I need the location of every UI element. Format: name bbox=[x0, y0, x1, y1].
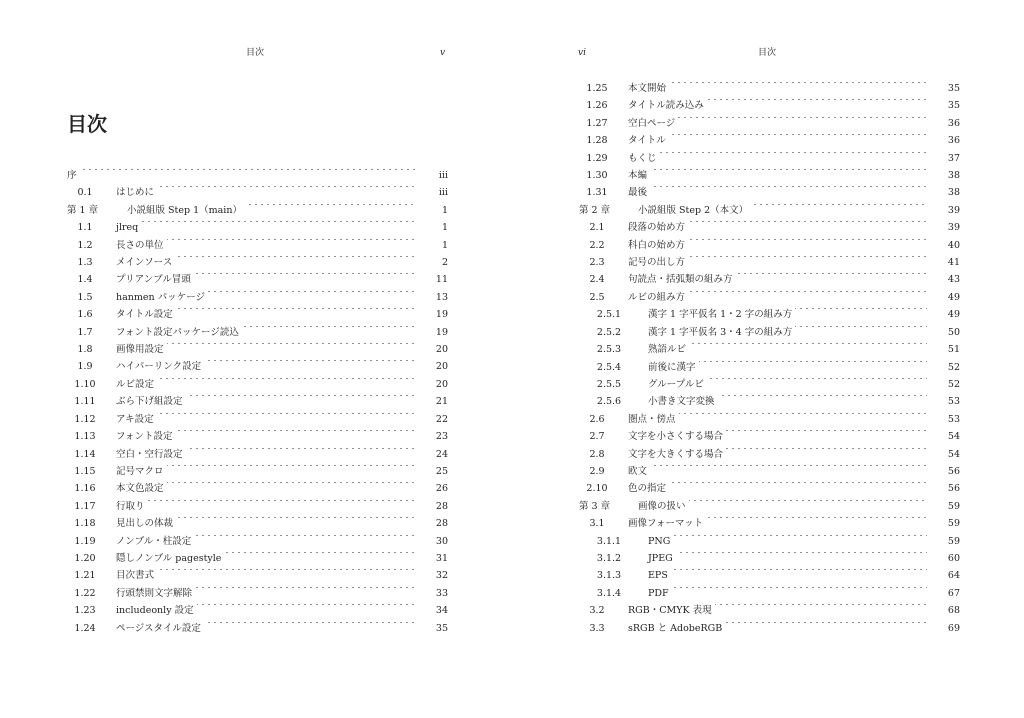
toc-entry-number: 1.24 bbox=[74, 622, 96, 634]
toc-entry-page: 30 bbox=[415, 535, 448, 548]
toc-entry-number: 3.1 bbox=[589, 518, 605, 530]
toc-entry-title: includeonly 設定 bbox=[116, 604, 197, 617]
toc-entry-page: 49 bbox=[927, 308, 960, 321]
toc-entry[interactable] bbox=[512, 341, 1024, 358]
toc-entry-number: 1.22 bbox=[74, 587, 96, 599]
toc-entry-page: 19 bbox=[415, 308, 448, 321]
toc-entry-page: 59 bbox=[927, 500, 960, 513]
toc-entry[interactable] bbox=[0, 219, 512, 236]
running-header-title: 目次 bbox=[246, 48, 265, 58]
toc-entry-number: 2.4 bbox=[589, 274, 605, 286]
toc-entry-title: 漢字 1 字平仮名 1・2 字の組み方 bbox=[648, 308, 795, 321]
toc-entry-title: 目次書式 bbox=[116, 569, 157, 582]
toc-entry-number: 1.30 bbox=[586, 170, 608, 182]
toc-entry-page: 28 bbox=[415, 500, 448, 513]
toc-entry-number: 2.2 bbox=[589, 239, 605, 251]
toc-entry-number: 2.1 bbox=[589, 222, 605, 234]
toc-entry-page: iii bbox=[415, 169, 448, 182]
toc-entry-number: 1.27 bbox=[586, 117, 608, 129]
toc-entry-number: 3.1.3 bbox=[596, 570, 622, 582]
toc-entry[interactable] bbox=[0, 376, 512, 393]
toc-entry-page: 19 bbox=[415, 326, 448, 339]
toc-entry-title: 行取り bbox=[116, 500, 148, 513]
toc-entry-page: 34 bbox=[415, 604, 448, 617]
toc-entry-title: 最後 bbox=[628, 186, 650, 199]
toc-entry-title: プリアンブル冒頭 bbox=[116, 273, 194, 286]
toc-dot-leader bbox=[116, 378, 424, 379]
toc-entry-number: 2.5.4 bbox=[596, 361, 622, 373]
toc-entry-title: 見出しの体裁 bbox=[116, 517, 176, 530]
toc-entry-number: 1.3 bbox=[77, 257, 93, 269]
toc-entry-title: EPS bbox=[648, 569, 671, 582]
toc-entry-page: 1 bbox=[415, 239, 448, 252]
toc-entry-page: 24 bbox=[415, 448, 448, 461]
toc-dot-leader bbox=[648, 587, 936, 588]
toc-entry-title: JPEG bbox=[648, 552, 676, 565]
toc-entry-page: 23 bbox=[415, 430, 448, 443]
toc-entry-page: 54 bbox=[927, 430, 960, 443]
toc-entry-title: グループルビ bbox=[648, 378, 707, 391]
toc-entry-number: 1.26 bbox=[586, 100, 608, 112]
toc-entry[interactable] bbox=[0, 254, 512, 271]
toc-entry-page: 49 bbox=[927, 291, 960, 304]
toc-entry-title: PDF bbox=[648, 587, 672, 600]
toc-entry-title: 欧文 bbox=[628, 465, 650, 478]
toc-entry-title: タイトル bbox=[628, 134, 669, 147]
toc-entry-number: 1.28 bbox=[586, 135, 608, 147]
toc-entry[interactable] bbox=[512, 115, 1024, 132]
toc-entry-page: 59 bbox=[927, 535, 960, 548]
toc-dot-leader bbox=[628, 186, 936, 187]
toc-entry[interactable] bbox=[0, 463, 512, 480]
toc-entry-page: 39 bbox=[927, 221, 960, 234]
toc-entry-title: sRGB と AdobeRGB bbox=[628, 622, 725, 635]
toc-entry-page: 2 bbox=[415, 256, 448, 269]
toc-dot-leader bbox=[628, 82, 936, 83]
toc-entry-title: 小書き文字変換 bbox=[648, 395, 718, 408]
toc-dot-leader bbox=[116, 186, 424, 187]
toc-entry-page: 33 bbox=[415, 587, 448, 600]
toc-entry-page: 13 bbox=[415, 291, 448, 304]
toc-entry-number: 1.23 bbox=[74, 605, 96, 617]
toc-entry[interactable] bbox=[0, 498, 512, 515]
toc-entry-number: 2.6 bbox=[589, 413, 605, 425]
running-header-title: 目次 bbox=[758, 48, 777, 58]
toc-entry[interactable] bbox=[512, 602, 1024, 619]
toc-entry-page: 52 bbox=[927, 378, 960, 391]
toc-entry-number: 1.21 bbox=[74, 570, 96, 582]
toc-entry[interactable] bbox=[0, 428, 512, 445]
toc-entry-title: タイトル読み込み bbox=[628, 99, 707, 112]
toc-entry-title: フォント設定パッケージ読込 bbox=[116, 326, 242, 339]
toc-entry-number: 1.1 bbox=[77, 222, 93, 234]
toc-entry-number: 2.9 bbox=[589, 465, 605, 477]
toc-entry-page: 53 bbox=[927, 395, 960, 408]
toc-entry-number: 1.5 bbox=[77, 291, 93, 303]
toc-entry[interactable] bbox=[0, 446, 512, 463]
toc-entry-number: 2.5 bbox=[589, 291, 605, 303]
toc-entry-title: 空白ページ bbox=[628, 117, 678, 130]
toc-entry[interactable] bbox=[512, 167, 1024, 184]
toc-dot-leader bbox=[648, 343, 936, 344]
toc-entry[interactable] bbox=[0, 324, 512, 341]
toc-entry-number: 2.8 bbox=[589, 448, 605, 460]
toc-entry-title: 文字を小さくする場合 bbox=[628, 430, 726, 443]
toc-entry-page: 60 bbox=[927, 552, 960, 565]
toc-entry-number: 1.31 bbox=[586, 187, 608, 199]
toc-entry-page: 1 bbox=[415, 204, 448, 217]
toc-entry-page: 68 bbox=[927, 604, 960, 617]
toc-entry[interactable] bbox=[512, 428, 1024, 445]
toc-entry[interactable] bbox=[512, 150, 1024, 167]
toc-entry-title: 画像用設定 bbox=[116, 343, 167, 356]
toc-entry-title: ぶら下げ組設定 bbox=[116, 395, 186, 408]
toc-entry[interactable] bbox=[512, 567, 1024, 584]
toc-entry-title: jlreq bbox=[116, 221, 141, 234]
toc-entry-title: 本文色設定 bbox=[116, 482, 167, 495]
toc-entry-page: 36 bbox=[927, 134, 960, 147]
toc-entry[interactable] bbox=[512, 446, 1024, 463]
toc-entry-page: 20 bbox=[415, 378, 448, 391]
toc-entry-number: 1.4 bbox=[77, 274, 93, 286]
toc-entry[interactable] bbox=[0, 271, 512, 288]
toc-entry-number: 2.10 bbox=[586, 483, 608, 495]
running-header-page-number: vi bbox=[578, 48, 586, 58]
toc-dot-leader bbox=[628, 134, 936, 135]
toc-entry-number: 1.12 bbox=[74, 413, 96, 425]
toc-entry-title: 空白・空行設定 bbox=[116, 448, 186, 461]
toc-entry-number: 1.8 bbox=[77, 344, 93, 356]
toc-entry[interactable] bbox=[0, 620, 512, 637]
toc-entry[interactable] bbox=[512, 132, 1024, 149]
toc-entry-number: 1.17 bbox=[74, 500, 96, 512]
toc-entry-page: 39 bbox=[927, 204, 960, 217]
toc-entry-title: PNG bbox=[648, 535, 673, 548]
toc-entry-title: ハイパーリンク設定 bbox=[116, 360, 204, 373]
toc-entry-number: 1.2 bbox=[77, 239, 93, 251]
toc-dot-leader bbox=[648, 569, 936, 570]
toc-entry[interactable] bbox=[0, 202, 512, 219]
toc-entry-number: 第 1 章 bbox=[67, 204, 99, 216]
toc-entry[interactable] bbox=[0, 167, 512, 184]
toc-entry-number: 0.1 bbox=[77, 187, 93, 199]
toc-entry-title: 画像フォーマット bbox=[628, 517, 706, 530]
toc-entry[interactable] bbox=[512, 289, 1024, 306]
toc-entry-title: 小説組版 Step 1（main） bbox=[127, 204, 245, 217]
toc-entry[interactable] bbox=[0, 237, 512, 254]
toc-entry[interactable] bbox=[0, 550, 512, 567]
toc-entry-page: 54 bbox=[927, 448, 960, 461]
toc-entry-title: 句読点・括弧類の組み方 bbox=[628, 273, 736, 286]
toc-entry-title: もくじ bbox=[628, 152, 660, 165]
toc-entry-page: 64 bbox=[927, 569, 960, 582]
toc-entry-number: 1.15 bbox=[74, 465, 96, 477]
toc-entry[interactable] bbox=[512, 411, 1024, 428]
toc-entry[interactable] bbox=[512, 515, 1024, 532]
toc-entry[interactable] bbox=[512, 359, 1024, 376]
toc-entry-page: 22 bbox=[415, 413, 448, 426]
toc-entry-page: 43 bbox=[927, 273, 960, 286]
toc-entry-page: 20 bbox=[415, 343, 448, 356]
toc-entry-title: 科白の始め方 bbox=[628, 239, 688, 252]
toc-entry-number: 3.1.1 bbox=[596, 535, 622, 547]
toc-entry[interactable] bbox=[512, 620, 1024, 637]
toc-entry[interactable] bbox=[512, 376, 1024, 393]
toc-entry[interactable] bbox=[512, 306, 1024, 323]
toc-entry-page: 52 bbox=[927, 361, 960, 374]
toc-entry-page: 50 bbox=[927, 326, 960, 339]
toc-entry[interactable] bbox=[512, 184, 1024, 201]
toc-entry-title: 前後に漢字 bbox=[648, 361, 699, 374]
toc-entry[interactable] bbox=[0, 411, 512, 428]
toc-entry-page: 51 bbox=[927, 343, 960, 356]
toc-dot-leader bbox=[116, 221, 424, 222]
toc-entry-title: ルビ設定 bbox=[116, 378, 157, 391]
toc-entry-title: 記号マクロ bbox=[116, 465, 167, 478]
toc-entry-number: 1.29 bbox=[586, 152, 608, 164]
toc-entry-number: 2.5.2 bbox=[596, 326, 622, 338]
right-page bbox=[512, 0, 1024, 718]
toc-entry-title: 本編 bbox=[628, 169, 650, 182]
toc-entry-number: 1.19 bbox=[74, 535, 96, 547]
toc-entry-number: 1.25 bbox=[586, 83, 608, 94]
toc-entry-page: 1 bbox=[415, 221, 448, 234]
toc-entry[interactable] bbox=[0, 567, 512, 584]
toc-dot-leader bbox=[648, 552, 936, 553]
toc-entry-page: 35 bbox=[927, 99, 960, 112]
toc-entry-title: 記号の出し方 bbox=[628, 256, 688, 269]
toc-entry[interactable] bbox=[0, 585, 512, 602]
toc-entry[interactable] bbox=[512, 80, 1024, 97]
toc-entry[interactable] bbox=[0, 393, 512, 410]
toc-entry-number: 第 3 章 bbox=[579, 500, 611, 512]
toc-dot-leader bbox=[81, 169, 424, 170]
toc-entry-title: RGB・CMYK 表現 bbox=[628, 604, 715, 617]
toc-entry-number: 2.5.3 bbox=[596, 344, 622, 356]
toc-entry-page: 32 bbox=[415, 569, 448, 582]
toc-dot-leader bbox=[628, 482, 936, 483]
toc-entry-title: 文字を大きくする場合 bbox=[628, 448, 726, 461]
toc-entry-page: 69 bbox=[927, 622, 960, 635]
running-header-page-number: v bbox=[440, 48, 446, 58]
toc-entry-page: 36 bbox=[927, 117, 960, 130]
toc-entry-page: 28 bbox=[415, 517, 448, 530]
toc-entry-page: 31 bbox=[415, 552, 448, 565]
toc-entry-number: 1.16 bbox=[74, 483, 96, 495]
toc-entry-number: 2.5.1 bbox=[596, 309, 622, 321]
toc-entry-number: 1.11 bbox=[74, 396, 96, 408]
toc-entry-page: 25 bbox=[415, 465, 448, 478]
toc-entry-page: 53 bbox=[927, 413, 960, 426]
toc-entry-number: 1.20 bbox=[74, 552, 96, 564]
toc-entry-number: 3.3 bbox=[589, 622, 605, 634]
toc-entry-title: hanmen パッケージ bbox=[116, 291, 208, 304]
toc-entry-title: 色の指定 bbox=[628, 482, 669, 495]
toc-entry[interactable] bbox=[512, 97, 1024, 114]
toc-entry-title: 段落の始め方 bbox=[628, 221, 688, 234]
toc-entry[interactable] bbox=[512, 585, 1024, 602]
toc-entry-number: 2.3 bbox=[589, 257, 605, 269]
toc-entry-number: 3.1.2 bbox=[596, 552, 622, 564]
toc-entry-page: 67 bbox=[927, 587, 960, 600]
toc-entry-title: 画像の扱い bbox=[638, 500, 689, 513]
toc-list-right bbox=[512, 80, 1024, 637]
toc-entry-number: 1.6 bbox=[77, 309, 93, 321]
toc-entry[interactable] bbox=[0, 515, 512, 532]
toc-entry-title: メインソース bbox=[116, 256, 175, 269]
toc-entry[interactable] bbox=[512, 498, 1024, 515]
toc-entry-title: アキ設定 bbox=[116, 413, 157, 426]
toc-dot-leader bbox=[116, 569, 424, 570]
toc-list-left bbox=[0, 167, 512, 637]
toc-entry[interactable] bbox=[0, 533, 512, 550]
toc-entry-number: 序 bbox=[67, 170, 77, 181]
toc-entry-title: 本文開始 bbox=[628, 82, 669, 95]
toc-entry-title: タイトル設定 bbox=[116, 308, 176, 321]
toc-entry[interactable] bbox=[0, 289, 512, 306]
toc-entry-number: 1.7 bbox=[77, 326, 93, 338]
toc-entry-number: 1.10 bbox=[74, 378, 96, 390]
toc-entry-page: 40 bbox=[927, 239, 960, 252]
toc-entry[interactable] bbox=[512, 393, 1024, 410]
toc-entry-page: 38 bbox=[927, 169, 960, 182]
toc-entry-number: 3.1.4 bbox=[596, 587, 622, 599]
toc-entry-page: 35 bbox=[927, 82, 960, 95]
toc-entry[interactable] bbox=[512, 480, 1024, 497]
toc-entry-title: 行頭禁則文字解除 bbox=[116, 587, 195, 600]
toc-dot-leader bbox=[648, 535, 936, 536]
toc-entry-page: 20 bbox=[415, 360, 448, 373]
toc-entry-title: 熟語ルビ bbox=[648, 343, 689, 356]
toc-entry-page: 11 bbox=[415, 273, 448, 286]
toc-dot-leader bbox=[116, 413, 424, 414]
toc-entry-title: 圏点・傍点 bbox=[628, 413, 679, 426]
toc-entry-title: 漢字 1 字平仮名 3・4 字の組み方 bbox=[648, 326, 795, 339]
toc-entry-page: 56 bbox=[927, 482, 960, 495]
toc-dot-leader bbox=[628, 465, 936, 466]
toc-entry[interactable] bbox=[512, 202, 1024, 219]
toc-entry-number: 1.9 bbox=[77, 361, 93, 373]
toc-entry-title: はじめに bbox=[116, 186, 157, 199]
toc-entry-title: 長さの単位 bbox=[116, 239, 167, 252]
toc-entry-number: 3.2 bbox=[589, 605, 605, 617]
toc-entry[interactable] bbox=[0, 306, 512, 323]
toc-entry[interactable] bbox=[512, 550, 1024, 567]
toc-entry-page: 41 bbox=[927, 256, 960, 269]
toc-entry-number: 1.18 bbox=[74, 518, 96, 530]
toc-entry-page: 26 bbox=[415, 482, 448, 495]
toc-entry-title: ルビの組み方 bbox=[628, 291, 688, 304]
toc-entry-page: 38 bbox=[927, 186, 960, 199]
toc-entry-number: 2.5.5 bbox=[596, 378, 622, 390]
toc-entry[interactable] bbox=[512, 533, 1024, 550]
toc-entry[interactable] bbox=[0, 358, 512, 375]
page-title: 目次 bbox=[67, 112, 107, 136]
toc-entry-page: 35 bbox=[415, 622, 448, 635]
toc-entry[interactable] bbox=[0, 480, 512, 497]
toc-entry-title: 小説組版 Step 2（本文） bbox=[638, 204, 751, 217]
toc-entry[interactable] bbox=[0, 341, 512, 358]
toc-entry-number: 2.5.6 bbox=[596, 396, 622, 408]
toc-dot-leader bbox=[628, 169, 936, 170]
toc-entry-number: 1.14 bbox=[74, 448, 96, 460]
toc-entry[interactable] bbox=[0, 602, 512, 619]
toc-entry[interactable] bbox=[512, 271, 1024, 288]
toc-entry-title: フォント設定 bbox=[116, 430, 176, 443]
toc-entry-number: 第 2 章 bbox=[579, 204, 611, 216]
toc-entry-page: 21 bbox=[415, 395, 448, 408]
toc-entry[interactable] bbox=[512, 219, 1024, 236]
toc-entry[interactable] bbox=[0, 184, 512, 201]
toc-dot-leader bbox=[628, 152, 936, 153]
toc-entry-page: iii bbox=[415, 186, 448, 199]
toc-entry-page: 59 bbox=[927, 517, 960, 530]
toc-entry[interactable] bbox=[512, 237, 1024, 254]
toc-entry-title: ノンブル・柱設定 bbox=[116, 535, 194, 548]
toc-entry-page: 56 bbox=[927, 465, 960, 478]
toc-entry-number: 2.7 bbox=[589, 431, 605, 443]
toc-entry-number: 1.13 bbox=[74, 431, 96, 443]
toc-entry[interactable] bbox=[512, 324, 1024, 341]
toc-dot-leader bbox=[116, 500, 424, 501]
toc-entry-title: 隠しノンブル pagestyle bbox=[116, 552, 224, 565]
toc-entry-page: 37 bbox=[927, 152, 960, 165]
toc-entry[interactable] bbox=[512, 463, 1024, 480]
toc-entry-title: ページスタイル設定 bbox=[116, 622, 204, 635]
toc-entry[interactable] bbox=[512, 254, 1024, 271]
